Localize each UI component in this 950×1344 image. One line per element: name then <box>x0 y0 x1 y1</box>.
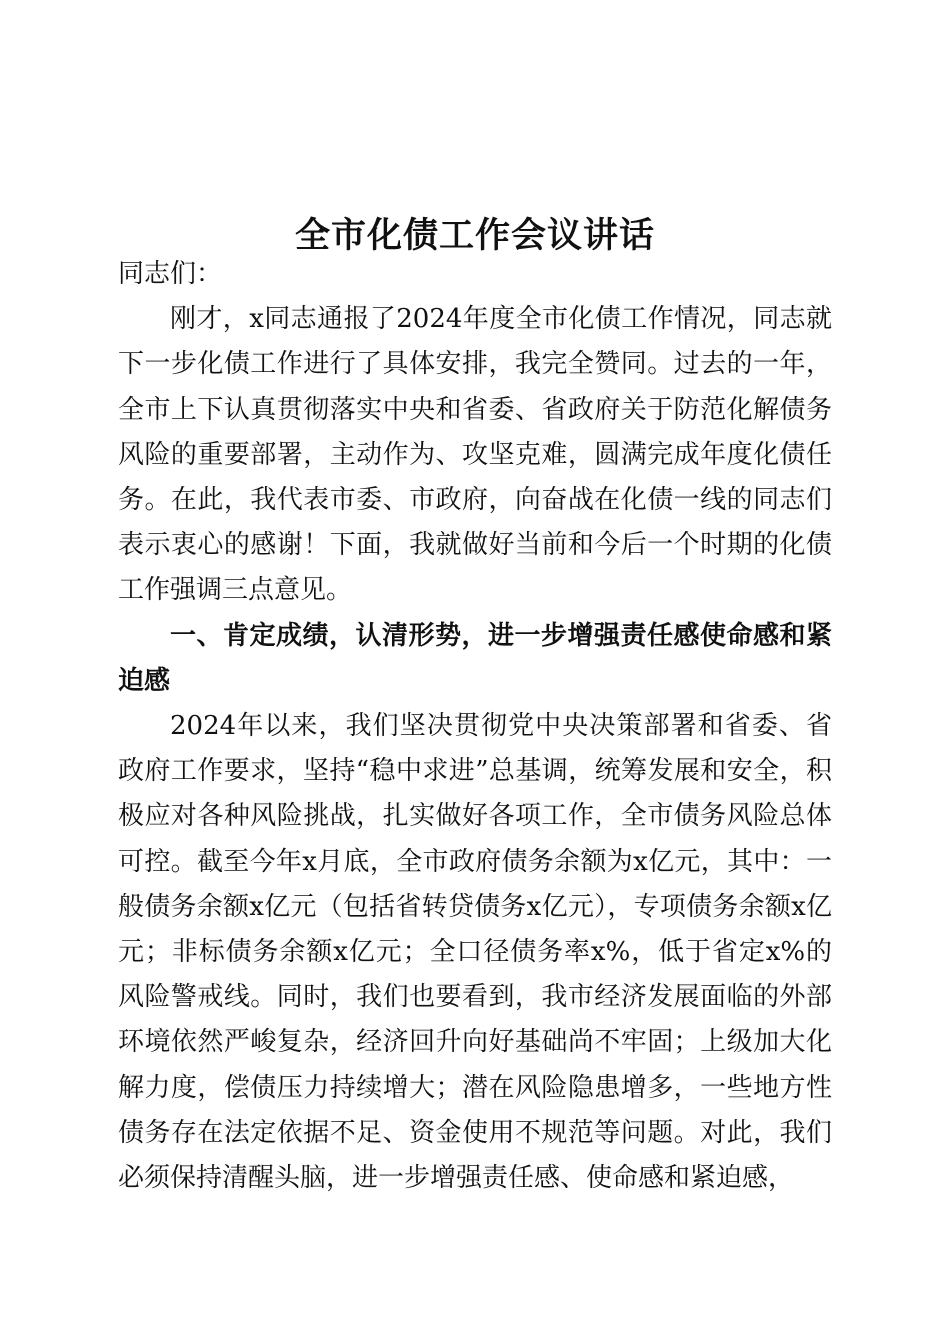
section-heading-1: 一、肯定成绩，认清形势，进一步增强责任感使命感和紧迫感 <box>118 620 832 696</box>
intro-paragraph: 刚才，x同志通报了2024年度全市化债工作情况，同志就下一步化债工作进行了具体安排，我完全赞同。过去的一年，全市上下认真贯彻落实中央和省委、省政府关于防范化解债务风险的重要部署，主动作为、攻坚克难，圆满完成年度化债任务。在此，我代表市委、市政府，向奋战在化债一线的同志们表示衷心的感谢！下面，我就做好当前和今后一个时期的化债工作强调三点意见。 <box>118 304 832 606</box>
salutation: 同志们： <box>118 259 223 289</box>
document-body <box>118 252 832 1201</box>
page-title: 全市化债工作会议讲话 <box>294 216 655 256</box>
section-1-paragraph: 2024年以来，我们坚决贯彻党中央决策部署和省委、省政府工作要求，坚持“稳中求进”总基调，统筹发展和安全，积极应对各种风险挑战，扎实做好各项工作，全市债务风险总体可控。截至今年x月底，全市政府债务余额为x亿元，其中：一般债务余额x亿元（包括省转贷债务x亿元），专项债务余额x亿元；非标债务余额x亿元；全口径债务率x%，低于省定x%的风险警戒线。同时，我们也要看到，我市经济发展面临的外部环境依然严峻复杂，经济回升向好基础尚不牢固；上级加大化解力度，偿债压力持续增大；潜在风险隐患增多，一些地方性债务存在法定依据不足、资金使用不规范等问题。对此，我们必须保持清醒头脑，进一步增强责任感、使命感和紧迫感， <box>118 711 832 1194</box>
